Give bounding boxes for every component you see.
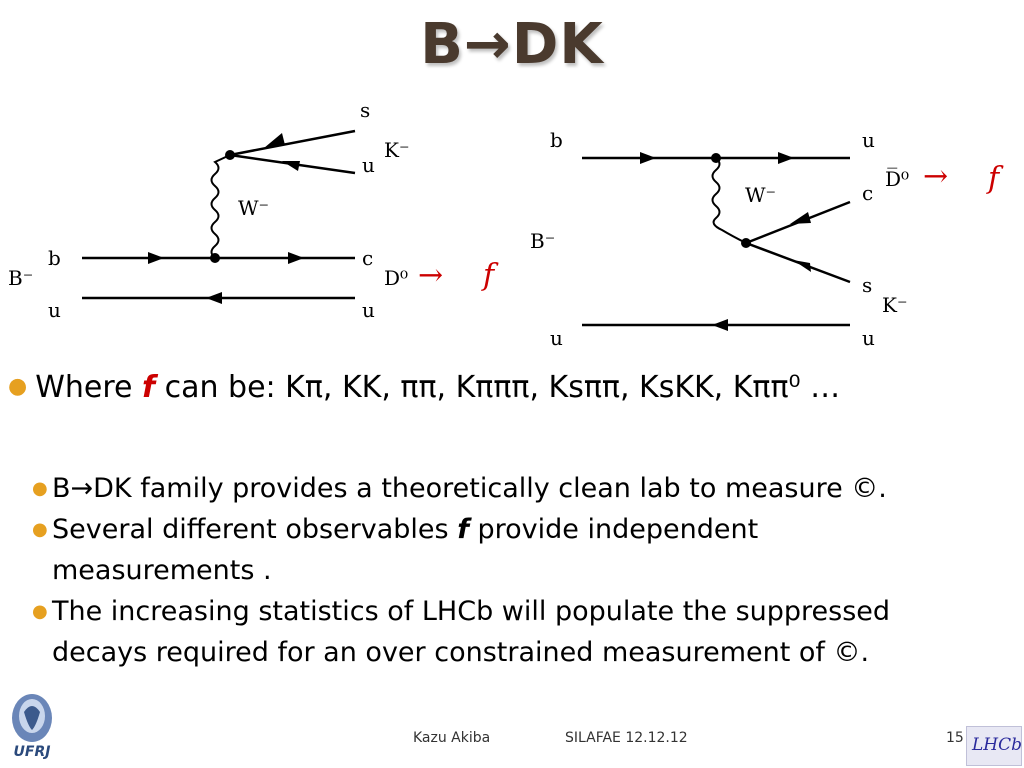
sub-bullet-1: ● B→DK family provides a theoretically clean lab to measure ©.	[52, 468, 992, 509]
label-u: u	[362, 298, 375, 322]
ufrj-logo: UFRJ	[6, 692, 58, 760]
label-u: u	[362, 153, 375, 177]
label-k-minus: K⁻	[882, 293, 908, 317]
arrow-icon	[640, 152, 656, 164]
bullet-icon: ●	[32, 478, 48, 499]
slide-title: B→DK	[420, 12, 604, 77]
label-b-minus: B⁻	[530, 229, 556, 253]
label-w-minus: W⁻	[238, 196, 270, 220]
arrow-icon	[790, 212, 811, 224]
label-s: s	[862, 273, 873, 297]
f-symbol: f	[142, 370, 156, 405]
lhcb-logo: LHCb	[966, 726, 1022, 766]
footer-author: Kazu Akiba	[413, 730, 491, 746]
arrow-icon	[282, 161, 300, 171]
page-number: 15	[946, 730, 964, 746]
bullet-icon: ●	[32, 601, 48, 622]
final-state-f: f	[483, 258, 495, 293]
w-boson-propagator	[212, 155, 231, 258]
bullet-icon: ●	[8, 374, 28, 399]
vertex-dot	[741, 238, 751, 248]
sub-bullet-3: ● The increasing statistics of LHCb will populate the suppressed decays required for an over constrained measurement of ©.	[52, 591, 982, 673]
label-c: c	[862, 181, 874, 205]
sub-bullet-2: ● Several different observables f provide independent measurements .	[52, 509, 852, 591]
label-u: u	[862, 128, 875, 152]
arrow-icon	[712, 319, 728, 331]
arrow-icon	[778, 152, 794, 164]
final-state-f: f	[988, 161, 1000, 196]
bullet-icon: ●	[32, 519, 48, 540]
arrow-icon	[288, 252, 304, 264]
decay-arrow-icon: →	[418, 258, 444, 293]
feynman-diagram-right	[520, 120, 1024, 355]
label-d0: D⁰	[384, 266, 409, 290]
f-symbol: f	[457, 514, 469, 545]
main-bullet: ● Where f can be: Kπ, KK, ππ, Kπππ, Ksππ, KsKK, Kππ⁰ …	[8, 370, 841, 405]
vertex-dot	[225, 150, 235, 160]
label-u: u	[550, 326, 563, 350]
arrow-icon	[793, 260, 811, 272]
label-b: b	[48, 246, 61, 270]
s-quark-line	[230, 131, 355, 155]
ufrj-emblem-icon	[6, 692, 58, 744]
label-k-minus: K⁻	[384, 138, 410, 162]
arrow-icon	[148, 252, 164, 264]
vertex-dot	[210, 253, 220, 263]
label-b: b	[550, 128, 563, 152]
vertex-dot	[711, 153, 721, 163]
label-d0bar: D̅⁰	[885, 167, 910, 191]
feynman-diagram-left	[0, 95, 520, 330]
w-boson-propagator	[713, 158, 747, 243]
label-u: u	[48, 298, 61, 322]
label-b-minus: B⁻	[8, 266, 34, 290]
arrow-icon	[206, 292, 222, 304]
footer-conference: SILAFAE 12.12.12	[565, 730, 688, 746]
label-w-minus: W⁻	[745, 183, 777, 207]
label-s: s	[360, 98, 371, 122]
decay-arrow-icon: →	[923, 159, 949, 194]
label-u: u	[862, 326, 875, 350]
label-c: c	[362, 246, 374, 270]
